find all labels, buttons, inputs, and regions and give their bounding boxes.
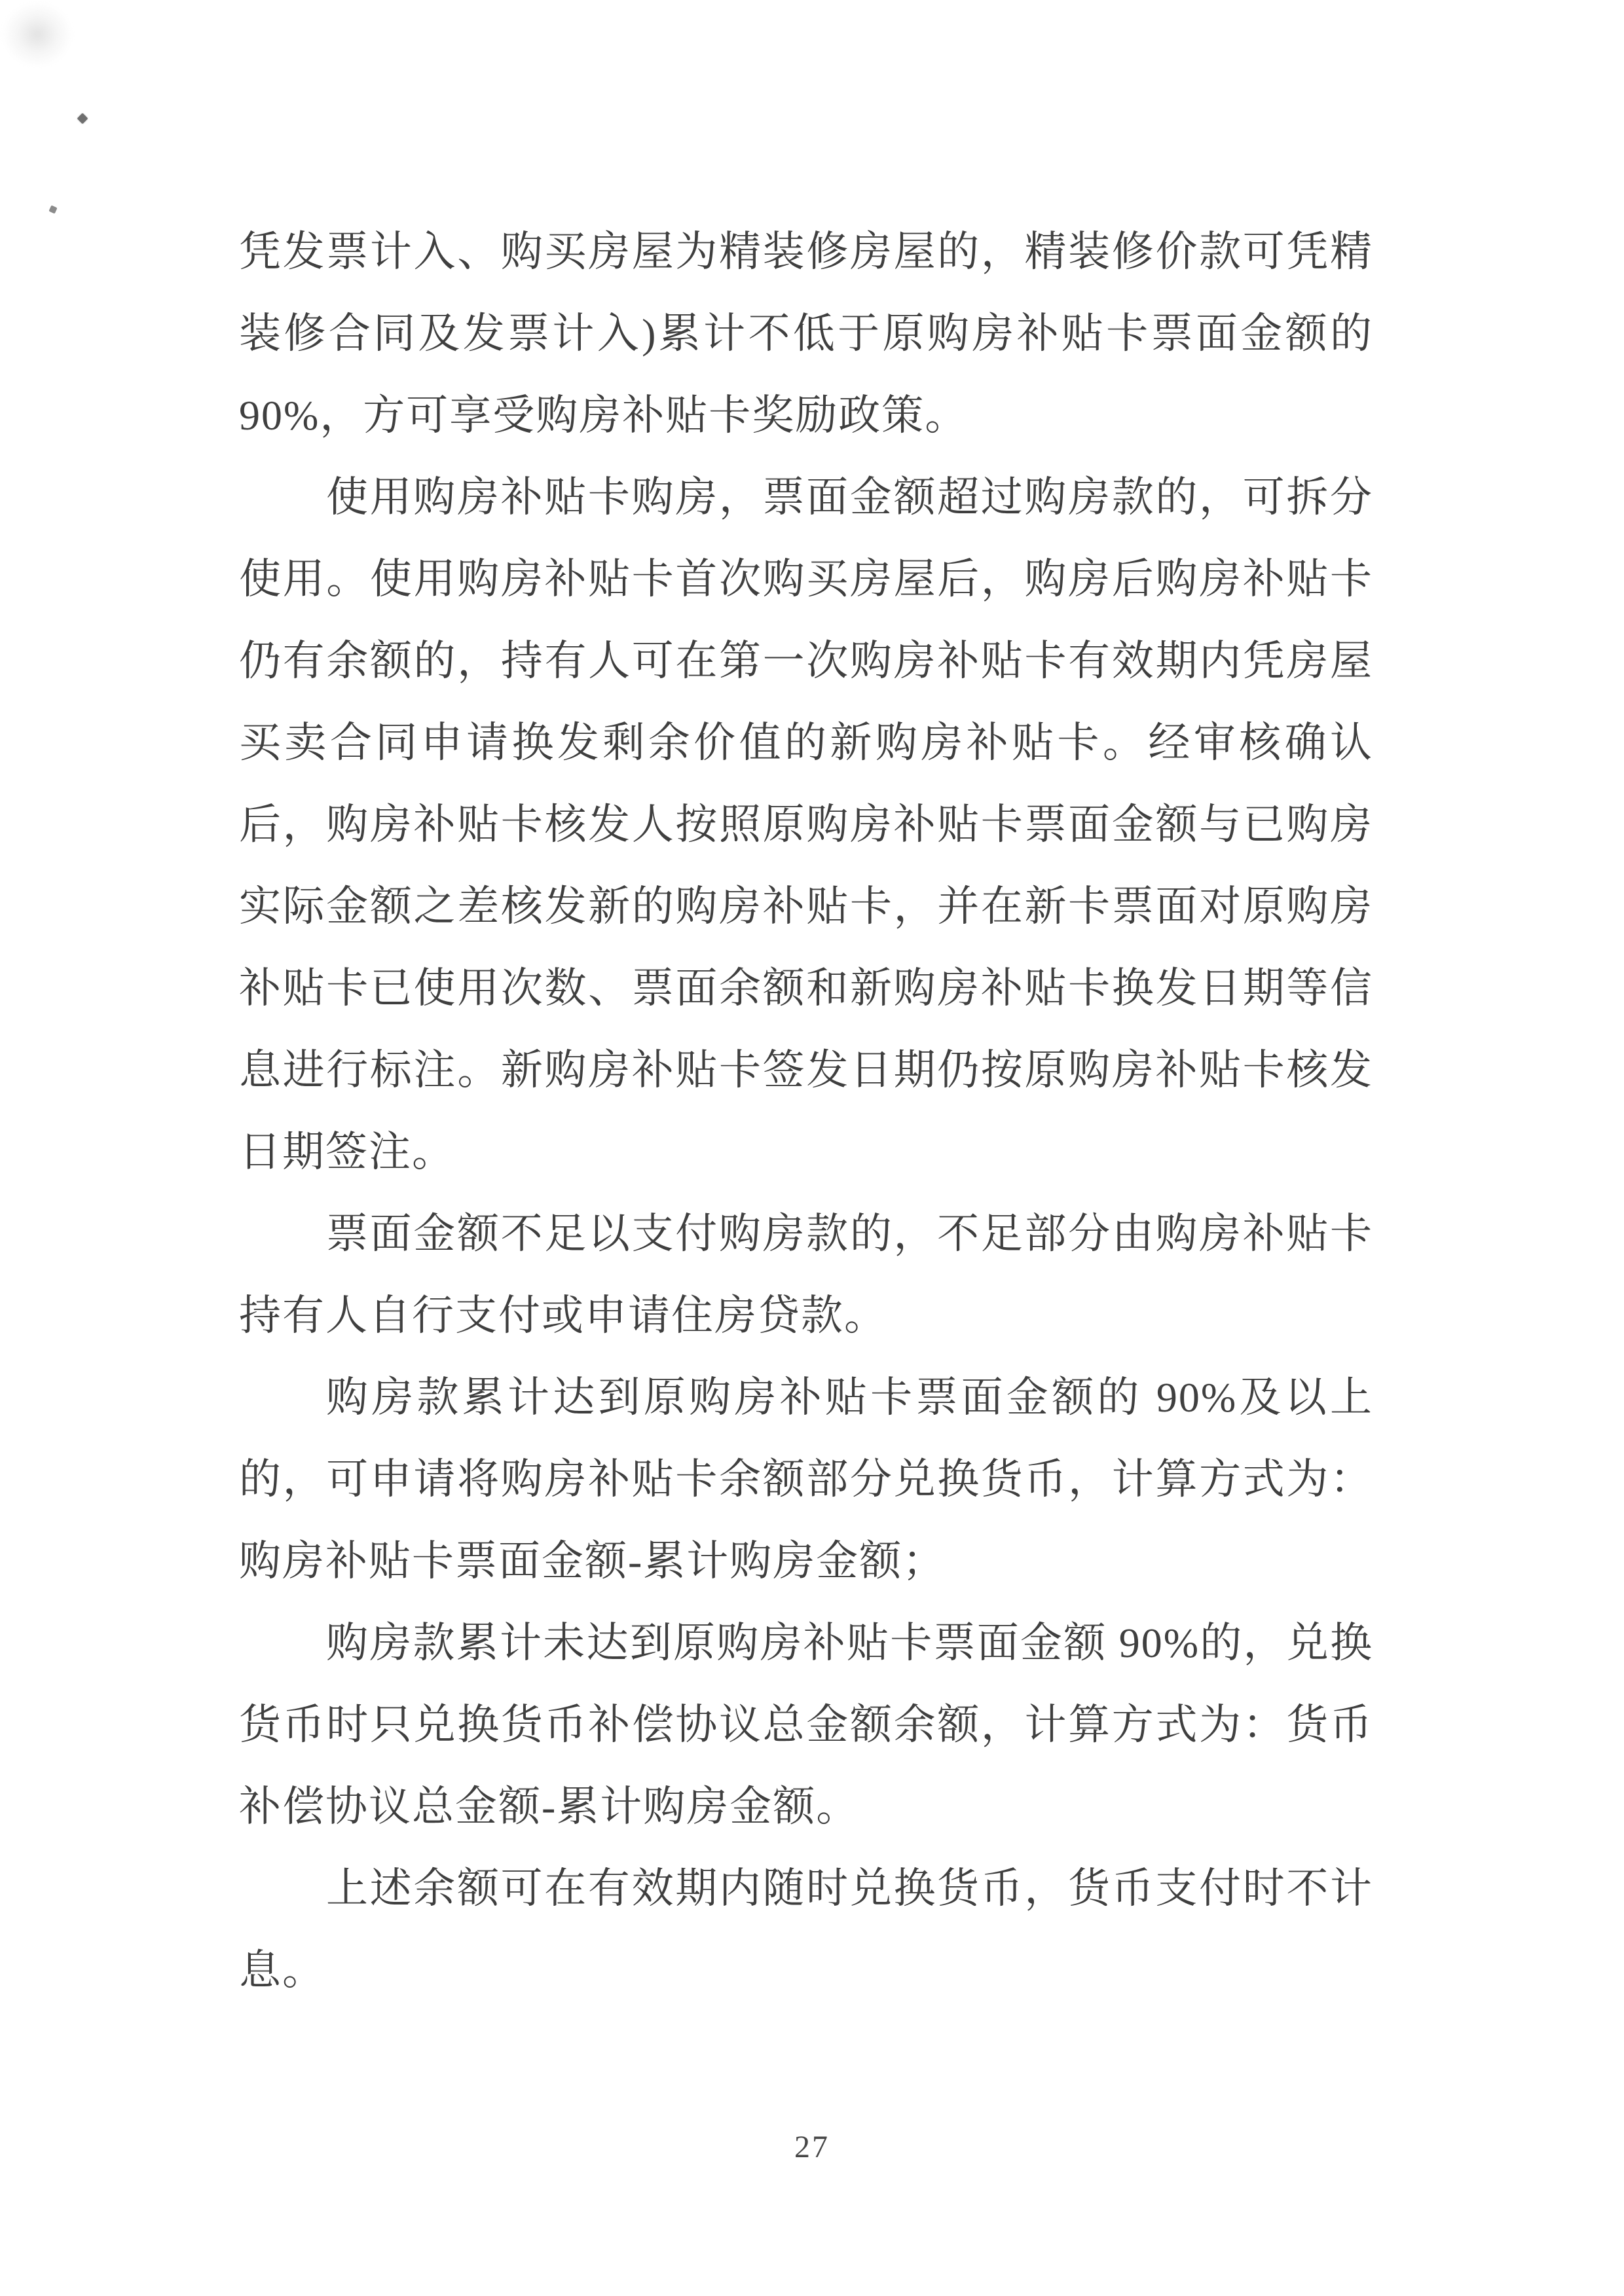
text-line: 装修合同及发票计入)累计不低于原购房补贴卡票面金额的 [239,310,1373,357]
text-line: 票面金额不足以支付购房款的，不足部分由购房补贴卡 [326,1211,1373,1257]
text-line: 持有人自行支付或申请住房贷款。 [239,1292,887,1339]
paragraph [239,211,1373,456]
text-line: 货币时只兑换货币补偿协议总金额余额，计算方式为：货币 [239,1702,1373,1748]
scan-speck [77,113,88,124]
text-line: 实际金额之差核发新的购房补贴卡，并在新卡票面对原购房 [239,883,1373,930]
text-line: 购房补贴卡票面金额-累计购房金额； [239,1538,946,1584]
text-line: 日期签注。 [239,1129,455,1175]
text-line: 购房款累计达到原购房补贴卡票面金额的 90%及以上 [326,1374,1373,1421]
paragraph [239,1602,1373,1848]
text-line: 上述余额可在有效期内随时兑换货币，货币支付时不计 [326,1865,1373,1912]
text-line: 息。 [239,1947,325,1994]
text-line: 补偿协议总金额-累计购房金额。 [239,1783,860,1830]
text-line: 90%，方可享受购房补贴卡奖励政策。 [239,392,969,439]
text-line: 后，购房补贴卡核发人按照原购房补贴卡票面金额与已购房 [239,801,1373,848]
text-line: 使用。使用购房补贴卡首次购买房屋后，购房后购房补贴卡 [239,556,1373,602]
text-line: 凭发票计入、购买房屋为精装修房屋的，精装修价款可凭精 [239,228,1373,275]
paragraph [239,1193,1373,1357]
document-body [239,211,1373,2011]
scan-smudge [0,0,98,98]
paragraph [239,1357,1373,1602]
scan-speck [48,205,57,213]
text-line: 息进行标注。新购房补贴卡签发日期仍按原购房补贴卡核发 [239,1047,1373,1093]
paragraph [239,1848,1373,2011]
text-line: 买卖合同申请换发剩余价值的新购房补贴卡。经审核确认 [239,720,1373,766]
text-line: 补贴卡已使用次数、票面余额和新购房补贴卡换发日期等信 [239,965,1373,1011]
paragraph [239,456,1373,1193]
text-line: 的，可申请将购房补贴卡余额部分兑换货币，计算方式为： [239,1456,1373,1503]
page-number: 27 [794,2130,830,2164]
text-line: 购房款累计未达到原购房补贴卡票面金额 90%的，兑换 [326,1620,1373,1666]
text-line: 仍有余额的，持有人可在第一次购房补贴卡有效期内凭房屋 [239,638,1373,684]
text-line: 使用购房补贴卡购房，票面金额超过购房款的，可拆分 [326,474,1373,520]
